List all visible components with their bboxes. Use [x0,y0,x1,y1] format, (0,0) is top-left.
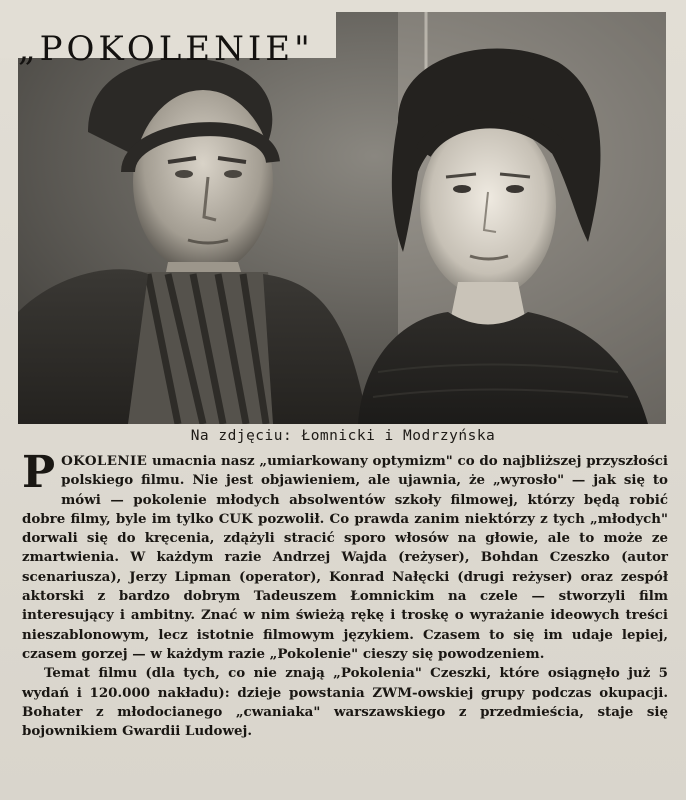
photo-caption: Na zdjęciu: Łomnicki i Modrzyńska [190,428,496,444]
title-box [0,0,336,69]
article-title: „POKOLENIE" [18,28,314,69]
lead-in-text: OKOLENIE [61,453,148,469]
photo-illustration [18,12,666,424]
drop-cap: P [22,447,56,498]
paragraph-2: Temat filmu (dla tych, co nie znają „Pokolenia" Czeszki, które osiągnęło już 5 wydań i 120.000 nakładu): dzieje powstania ZWM-owskiej grupy podczas okupacji. Bohater z młodocianego „cwaniaka" warszawskiego z przedmieścia, staje się bojownikiem Gwardii Ludowej. [22,665,668,740]
paragraph-1-text: umacnia nasz „umiarkowany optymizm" co do najbliższej przyszłości polskiego filmu. Nie jest objawieniem, ale ujawnia, że „wyrosło" — jak się to mówi — pokolenie młodych absolwentów szkoły filmowej, którzy będą robić dobre filmy, byle im tylko CUK pozwolił. Co prawda zanim niektórzy z tych „młodych" dorwali się do kręcenia, zdążyli stracić sporo włosów na głowie, ale to może ze zmartwienia. W każdym razie Andrzej Wajda (reżyser), Bohdan Czeszko (autor scenariusza), Jerzy Lipman (operator), Konrad Nałęcki (drugi reżyser) oraz zespół aktorski z bardzo dobrym Tadeuszem Łomnickim na czele — stworzyli film interesujący i ambitny. Znać w nim świeżą rękę i troskę o wyrażanie ideowych treści nieszablonowym, lecz istotnie filmowym językiem. Czasem to się im udaje lepiej, czasem gorzej — w każdym razie „Pokolenie" cieszy się powodzeniem. [22,453,668,662]
film-still-photo [18,12,666,424]
article-body [22,447,668,741]
paragraph-1 [22,447,668,664]
